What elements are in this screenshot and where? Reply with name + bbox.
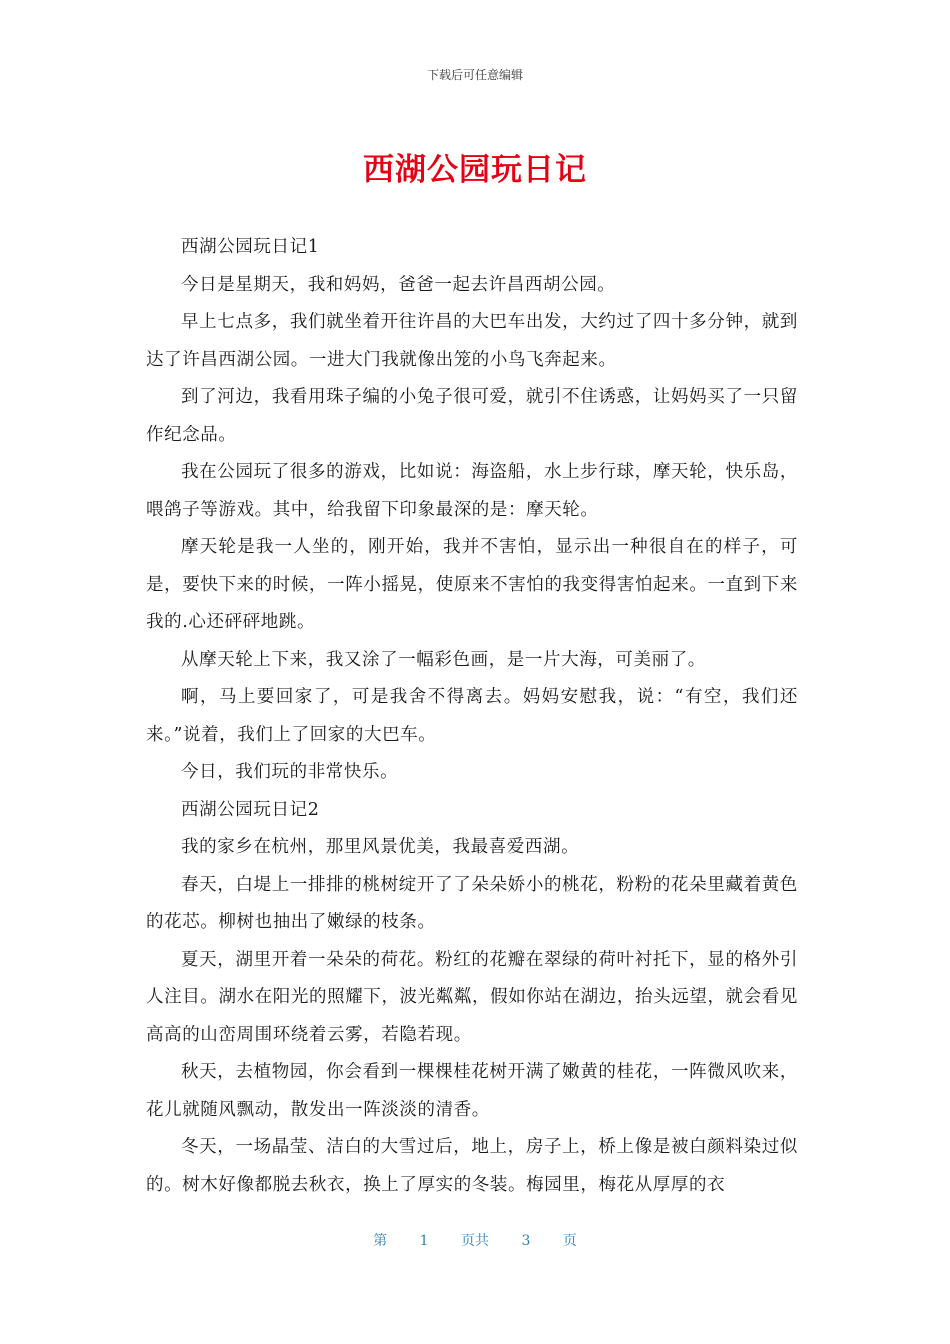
section-heading-1: 西湖公园玩日记1	[181, 237, 320, 257]
page-label: 第	[373, 1233, 388, 1249]
page-header-note: 下载后可任意编辑	[426, 68, 523, 82]
paragraph: 从摩天轮上下来，我又涂了一幅彩色画，是一片大海，可美丽了。	[181, 649, 706, 670]
page-total-label: 页共	[461, 1233, 489, 1249]
page-suffix: 页	[562, 1233, 577, 1249]
paragraph: 今日，我们玩的非常快乐。	[181, 762, 399, 782]
paragraph: 啊，马上要回家了，可是我舍不得离去。妈妈安慰我，说：“有空，我们还来。”说着，我们上了回家的大巴车。	[146, 687, 798, 745]
paragraph: 摩天轮是我一人坐的，刚开始，我并不害怕，显示出一种很自在的样子，可是，要快下来的时候，一阵小摇晃，使原来不害怕的我变得害怕起来。一直到下来我的.心还砰砰地跳。	[146, 537, 798, 632]
paragraph: 早上七点多，我们就坐着开往许昌的大巴车出发，大约过了四十多分钟，就到达了许昌西湖公园。一进大门我就像出笼的小鸟飞奔起来。	[146, 312, 798, 370]
page-total: 3	[521, 1233, 531, 1249]
page-current: 1	[419, 1233, 429, 1249]
paragraph: 今日是星期天，我和妈妈，爸爸一起去许昌西胡公园。	[181, 274, 616, 295]
paragraph: 秋天，去植物园，你会看到一棵棵桂花树开满了嫩黄的桂花，一阵微风吹来，花儿就随风飘动，散发出一阵淡淡的清香。	[146, 1062, 798, 1120]
paragraph: 我在公园玩了很多的游戏，比如说：海盗船，水上步行球，摩天轮，快乐岛，喂鸽子等游戏。其中，给我留下印象最深的是：摩天轮。	[146, 462, 798, 520]
paragraph: 到了河边，我看用珠子编的小兔子很可爱，就引不住诱惑，让妈妈买了一只留作纪念品。	[146, 387, 798, 445]
document-body	[146, 229, 798, 1204]
paragraph: 冬天，一场晶莹、洁白的大雪过后，地上，房子上，桥上像是被白颜料染过似的。树木好像都脱去秋衣，换上了厚实的冬装。梅园里，梅花从厚厚的衣	[146, 1137, 798, 1195]
paragraph: 春天，白堤上一排排的桃树绽开了了朵朵娇小的桃花，粉粉的花朵里藏着黄色的花芯。柳树也抽出了嫩绿的枝条。	[146, 874, 798, 932]
section-heading-2: 西湖公园玩日记2	[181, 799, 320, 820]
page-footer	[0, 1230, 950, 1250]
paragraph: 夏天，湖里开着一朵朵的荷花。粉红的花瓣在翠绿的荷叶衬托下，显的格外引人注目。湖水在阳光的照耀下，波光粼粼，假如你站在湖边，抬头远望，就会看见高高的山峦周围环绕着云雾，若隐若现。	[146, 949, 798, 1045]
document-title: 西湖公园玩日记	[363, 152, 587, 188]
paragraph: 我的家乡在杭州，那里风景优美，我最喜爱西湖。	[181, 837, 580, 857]
